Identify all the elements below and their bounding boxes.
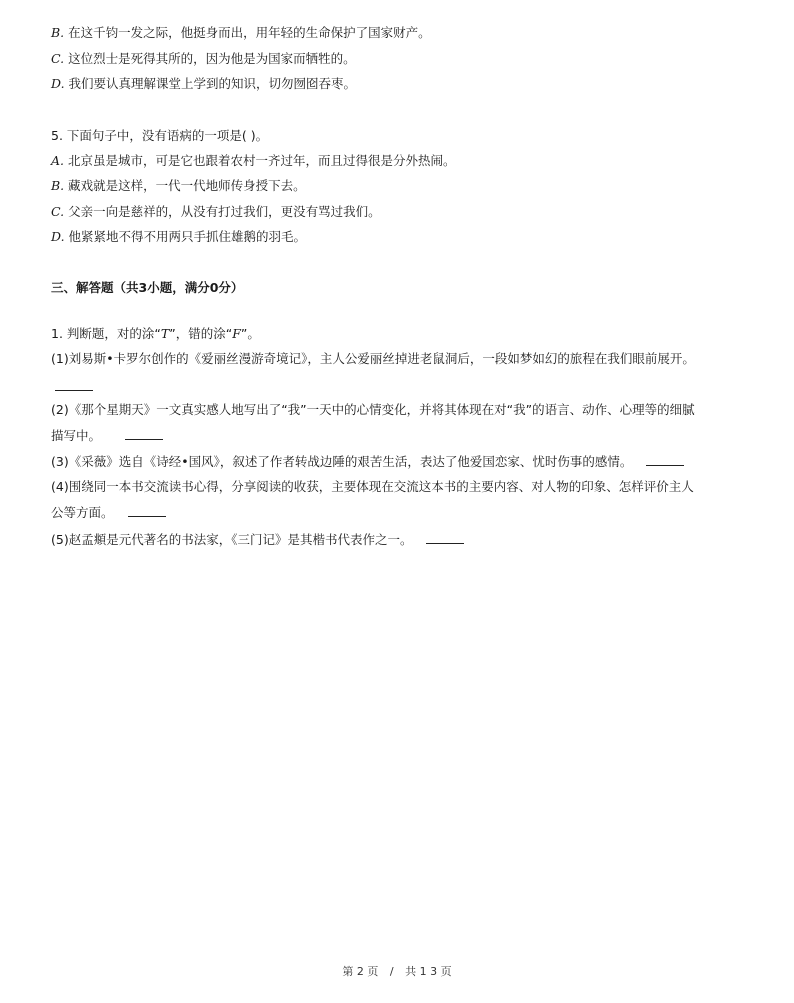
option-text: 在这千钧一发之际，他挺身而出，用年轻的生命保护了国家财产。 [68,25,431,40]
tf-item-4-line1: (4)围绕同一本书交流读书心得，分享阅读的收获，主要体现在交流这本书的主要内容、对人物的印象、怎样评价主人 [51,479,694,494]
tf-item-4-line2 [51,504,166,522]
tf-item-2-text: 描写中。 [51,428,102,443]
q1-stem-prefix: 1. 判断题，对的涂“ [51,326,161,341]
page-total: 共 1 3 页 [405,965,452,978]
q4-option-d [51,75,356,93]
q1-true-symbol: T [160,326,170,341]
option-text: 藏戏就是这样，一代一代地师传身授下去。 [68,178,306,193]
page-separator: / [389,965,394,978]
q5-stem: 5. 下面句子中，没有语病的一项是( )。 [51,128,269,143]
section-heading: 三、解答题（共3小题，满分0分） [51,280,244,295]
option-letter: A. [51,153,65,168]
tf-item-5-text: (5)赵孟頫是元代著名的书法家，《三门记》是其楷书代表作之一。 [51,532,413,547]
q1-stem-suffix: ”。 [240,326,260,341]
q5-option-c [51,203,381,221]
option-text: 北京虽是城市，可是它也跟着农村一齐过年，而且过得很是分外热闹。 [68,153,456,168]
q4-option-b [51,24,431,42]
q1-stem [51,325,260,343]
tf-item-2-line2 [51,427,163,445]
tf-item-4-text: 公等方面。 [51,505,114,520]
answer-blank-5[interactable] [426,542,464,544]
answer-blank-3[interactable] [646,464,684,466]
option-letter: C. [51,204,65,219]
answer-blank-2[interactable] [125,438,163,440]
answer-blank-4[interactable] [128,515,166,517]
option-letter: D. [51,229,65,244]
tf-item-1: (1)刘易斯•卡罗尔创作的《爱丽丝漫游奇境记》，主人公爱丽丝掉进老鼠洞后，一段如梦如幻的旅程在我们眼前展开。 [51,351,695,366]
q4-option-c [51,50,356,68]
q5-option-d [51,228,306,246]
tf-item-2-line1: (2)《那个星期天》一文真实感人地写出了“我”一天中的心情变化，并将其体现在对“我”的语言、动作、心理等的细腻 [51,402,695,417]
tf-item-5 [51,531,464,549]
option-text: 父亲一向是慈祥的，从没有打过我们，更没有骂过我们。 [68,204,381,219]
page-number: 第 2 页 [342,965,379,978]
q5-option-b [51,177,306,195]
q1-false-symbol: F [232,326,241,341]
option-letter: B. [51,178,65,193]
option-text: 他紧紧地不得不用两只手抓住雄鹅的羽毛。 [68,229,307,244]
tf-item-3 [51,453,684,471]
q5-option-a [51,152,456,170]
page-footer [0,963,794,979]
tf-item-3-text: (3)《采薇》选自《诗经•国风》，叙述了作者转战边陲的艰苦生活，表达了他爱国恋家、忧时伤事的感情。 [51,454,633,469]
answer-blank-1[interactable] [55,389,93,391]
option-text: 我们要认真理解课堂上学到的知识，切勿囫囵吞枣。 [68,76,357,91]
option-letter: D. [51,76,65,91]
q1-stem-mid: ”，错的涂“ [169,326,233,341]
option-letter: B. [51,25,65,40]
option-text: 这位烈士是死得其所的，因为他是为国家而牺牲的。 [68,51,356,66]
option-letter: C. [51,51,65,66]
